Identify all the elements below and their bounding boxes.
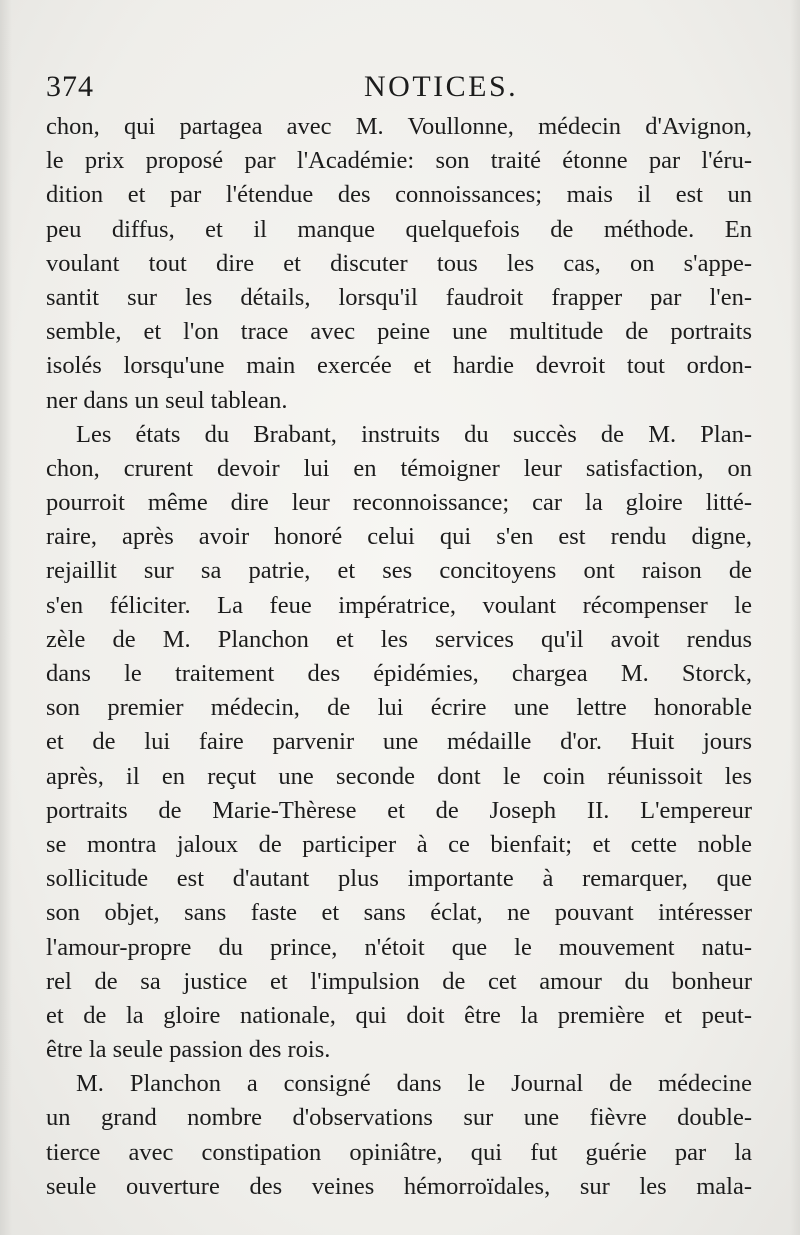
page-edge-right [790,0,800,1235]
text-line: santit sur les détails, lorsqu'il faudroit frapper par l'en- [46,283,752,311]
text-line: semble, et l'on trace avec peine une multitude de portraits [46,318,752,346]
page-header [46,70,752,110]
text-line: zèle de M. Planchon et les services qu'il avoit rendus [46,625,752,653]
page-number: 374 [46,70,94,103]
text-line: se montra jaloux de participer à ce bienfait; et cette noble [46,830,752,858]
running-title: NOTICES. [364,70,519,103]
text-line: voulant tout dire et discuter tous les cas, on s'appe- [46,249,752,277]
text-line: son objet, sans faste et sans éclat, ne pouvant intéresser [46,899,752,927]
text-line: le prix proposé par l'Académie: son traité étonne par l'éru- [46,147,752,175]
text-line: dition et par l'étendue des connoissances; mais il est un [46,181,752,209]
text-line: sollicitude est d'autant plus importante à remarquer, que [46,865,752,893]
paragraph-end-line: être la seule passion des rois. [46,1036,331,1064]
text-line: un grand nombre d'observations sur une fièvre double- [46,1104,752,1132]
text-line: et de la gloire nationale, qui doit être la première et peut- [46,1001,752,1029]
text-line: après, il en reçut une seconde dont le coin réunissoit les [46,762,752,790]
page-edge-left [0,0,12,1235]
text-line: s'en féliciter. La feue impératrice, voulant récompenser le [46,591,752,619]
text-line: rel de sa justice et l'impulsion de cet amour du bonheur [46,967,752,995]
text-line: chon, qui partagea avec M. Voullonne, médecin d'Avignon, [46,113,752,140]
text-line: raire, après avoir honoré celui qui s'en est rendu digne, [46,523,752,551]
body-text [46,110,752,1204]
text-line: son premier médecin, de lui écrire une lettre honorable [46,694,752,722]
text-line: tierce avec constipation opiniâtre, qui fut guérie par la [46,1138,752,1166]
text-line: dans le traitement des épidémies, chargea M. Storck, [46,660,752,687]
paragraph-start-line: M. Planchon a consigné dans le Journal de médecine [76,1070,752,1098]
text-line: seule ouverture des veines hémorroïdales, sur les mala- [46,1172,752,1200]
text-line: rejaillit sur sa patrie, et ses concitoyens ont raison de [46,557,752,585]
text-line: pourroit même dire leur reconnoissance; car la gloire litté- [46,489,752,517]
text-line: et de lui faire parvenir une médaille d'or. Huit jours [46,728,752,756]
paragraph-start-line: Les états du Brabant, instruits du succès de M. Plan- [76,420,752,448]
text-line: peu diffus, et il manque quelquefois de méthode. En [46,215,752,243]
text-line: portraits de Marie-Thèrese et de Joseph II. L'empereur [46,796,752,824]
paragraph-end-line: ner dans un seul tablean. [46,386,288,414]
text-line: chon, crurent devoir lui en témoigner leur satisfaction, on [46,454,752,482]
text-line: isolés lorsqu'une main exercée et hardie devroit tout ordon- [46,352,752,380]
text-line: l'amour-propre du prince, n'étoit que le mouvement natu- [46,933,752,961]
